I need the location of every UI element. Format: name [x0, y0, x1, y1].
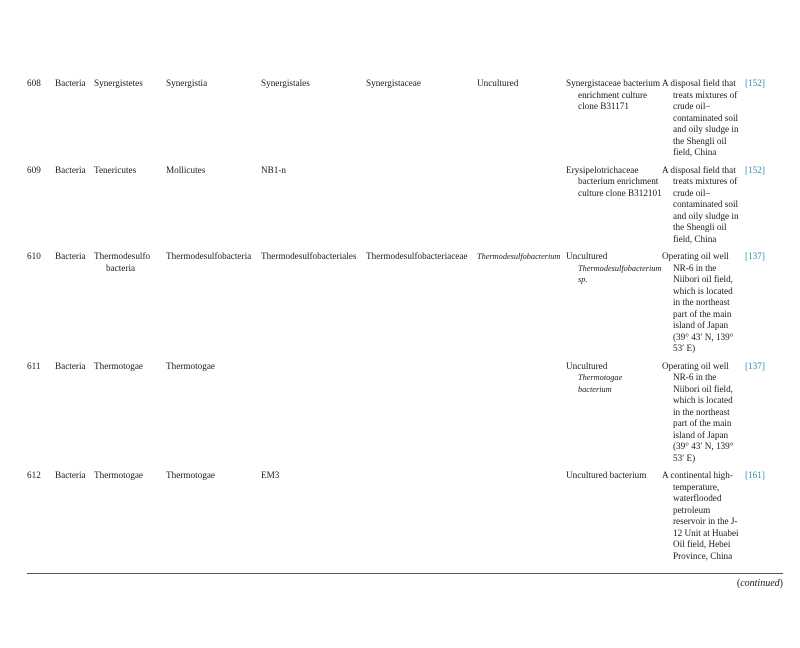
family-cell: Synergistaceae — [366, 78, 421, 88]
source-cell — [662, 470, 745, 568]
table-row — [27, 251, 783, 361]
table-row — [27, 78, 783, 165]
organism-italic: Thermodesulfobacterium sp. — [578, 263, 662, 284]
genus-cell — [477, 470, 566, 568]
genus-cell — [477, 361, 566, 471]
family-cell: Thermodesulfobacteriaceae — [366, 251, 468, 261]
phylum-line-2: bacteria — [106, 262, 136, 273]
row-number: 611 — [27, 360, 41, 371]
domain-cell: Bacteria — [55, 360, 86, 371]
continued-label: continued — [740, 578, 780, 589]
phylum-cell: Tenericutes — [94, 164, 137, 175]
reference-link[interactable]: [137] — [745, 360, 765, 371]
reference-link[interactable]: [161] — [745, 470, 765, 480]
organism-prefix: Uncultured — [566, 251, 608, 261]
genus-cell: Uncultured — [477, 78, 519, 88]
phylum-cell: Synergistetes — [94, 78, 143, 88]
table-bottom-rule — [27, 573, 783, 574]
class-cell: Thermodesulfobacteria — [166, 251, 252, 261]
family-cell — [366, 470, 477, 568]
organism-text: Uncultured bacterium — [566, 470, 647, 480]
family-cell — [366, 361, 477, 471]
source-cell — [662, 251, 745, 361]
reference-link[interactable]: [137] — [745, 251, 765, 261]
order-cell: EM3 — [261, 470, 280, 480]
class-cell: Mollicutes — [166, 164, 206, 175]
genus-cell — [477, 165, 566, 252]
class-cell: Synergistia — [166, 78, 208, 88]
table-row — [27, 165, 783, 252]
reference-link[interactable]: [152] — [745, 78, 765, 88]
organism-cell — [566, 470, 662, 568]
row-number: 612 — [27, 470, 41, 480]
domain-cell: Bacteria — [55, 164, 86, 175]
source-text: A disposal field that treats mixtures of crude oil–contaminated soil and oily sludge in the Shengli oil field, China — [662, 164, 739, 244]
row-number: 608 — [27, 78, 41, 88]
order-cell: Thermodesulfobacteriales — [261, 251, 357, 261]
domain-cell: Bacteria — [55, 251, 86, 261]
row-number: 610 — [27, 251, 41, 261]
order-cell: NB1-n — [261, 164, 287, 175]
source-text: A continental high-temperature, waterflooded petroleum reservoir in the J-12 Unit at Huabei Oil field, Hebei Province, China — [662, 470, 739, 561]
phylum-cell: Thermotogae — [94, 470, 143, 480]
organism-text: Erysipelotrichaceae bacterium enrichment culture clone B312101 — [566, 164, 662, 198]
source-text: Operating oil well NR-6 in the Niibori oil field, which is located in the northeast part of the main island of Japan (39° 43′ N, 139° 53′ E) — [662, 360, 734, 463]
phylum-line-1: Thermodesulfo — [94, 251, 151, 261]
organism-cell — [566, 361, 662, 471]
taxonomy-table — [27, 78, 783, 568]
domain-cell: Bacteria — [55, 470, 86, 480]
source-cell — [662, 165, 745, 252]
organism-cell — [566, 251, 662, 361]
row-number: 609 — [27, 164, 41, 175]
reference-link[interactable]: [152] — [745, 164, 765, 175]
organism-cell — [566, 165, 662, 252]
continued-note: (continued) — [736, 578, 783, 589]
source-text: A disposal field that treats mixtures of crude oil–contaminated soil and oily sludge in the Shengli oil field, China — [662, 78, 739, 157]
source-text: Operating oil well NR-6 in the Niibori oil field, which is located in the northeast part of the main island of Japan (39° 43′ N, 139° 53′ E) — [662, 251, 734, 353]
class-cell: Thermotogae — [166, 360, 215, 371]
phylum-cell: Thermotogae — [94, 360, 143, 371]
table-row — [27, 361, 783, 471]
organism-prefix: Uncultured — [566, 360, 608, 371]
source-cell — [662, 361, 745, 471]
source-cell — [662, 78, 745, 165]
phylum-cell — [94, 251, 166, 361]
organism-text: Synergistaceae bacterium enrichment culture clone B31171 — [566, 78, 660, 111]
table-row — [27, 470, 783, 568]
genus-cell: Thermodesulfobacterium — [477, 252, 561, 261]
order-cell — [261, 361, 366, 471]
domain-cell: Bacteria — [55, 78, 86, 88]
family-cell — [366, 165, 477, 252]
organism-italic: Thermotogae bacterium — [578, 373, 623, 394]
organism-cell — [566, 78, 662, 165]
order-cell: Synergistales — [261, 78, 310, 88]
class-cell: Thermotogae — [166, 470, 215, 480]
